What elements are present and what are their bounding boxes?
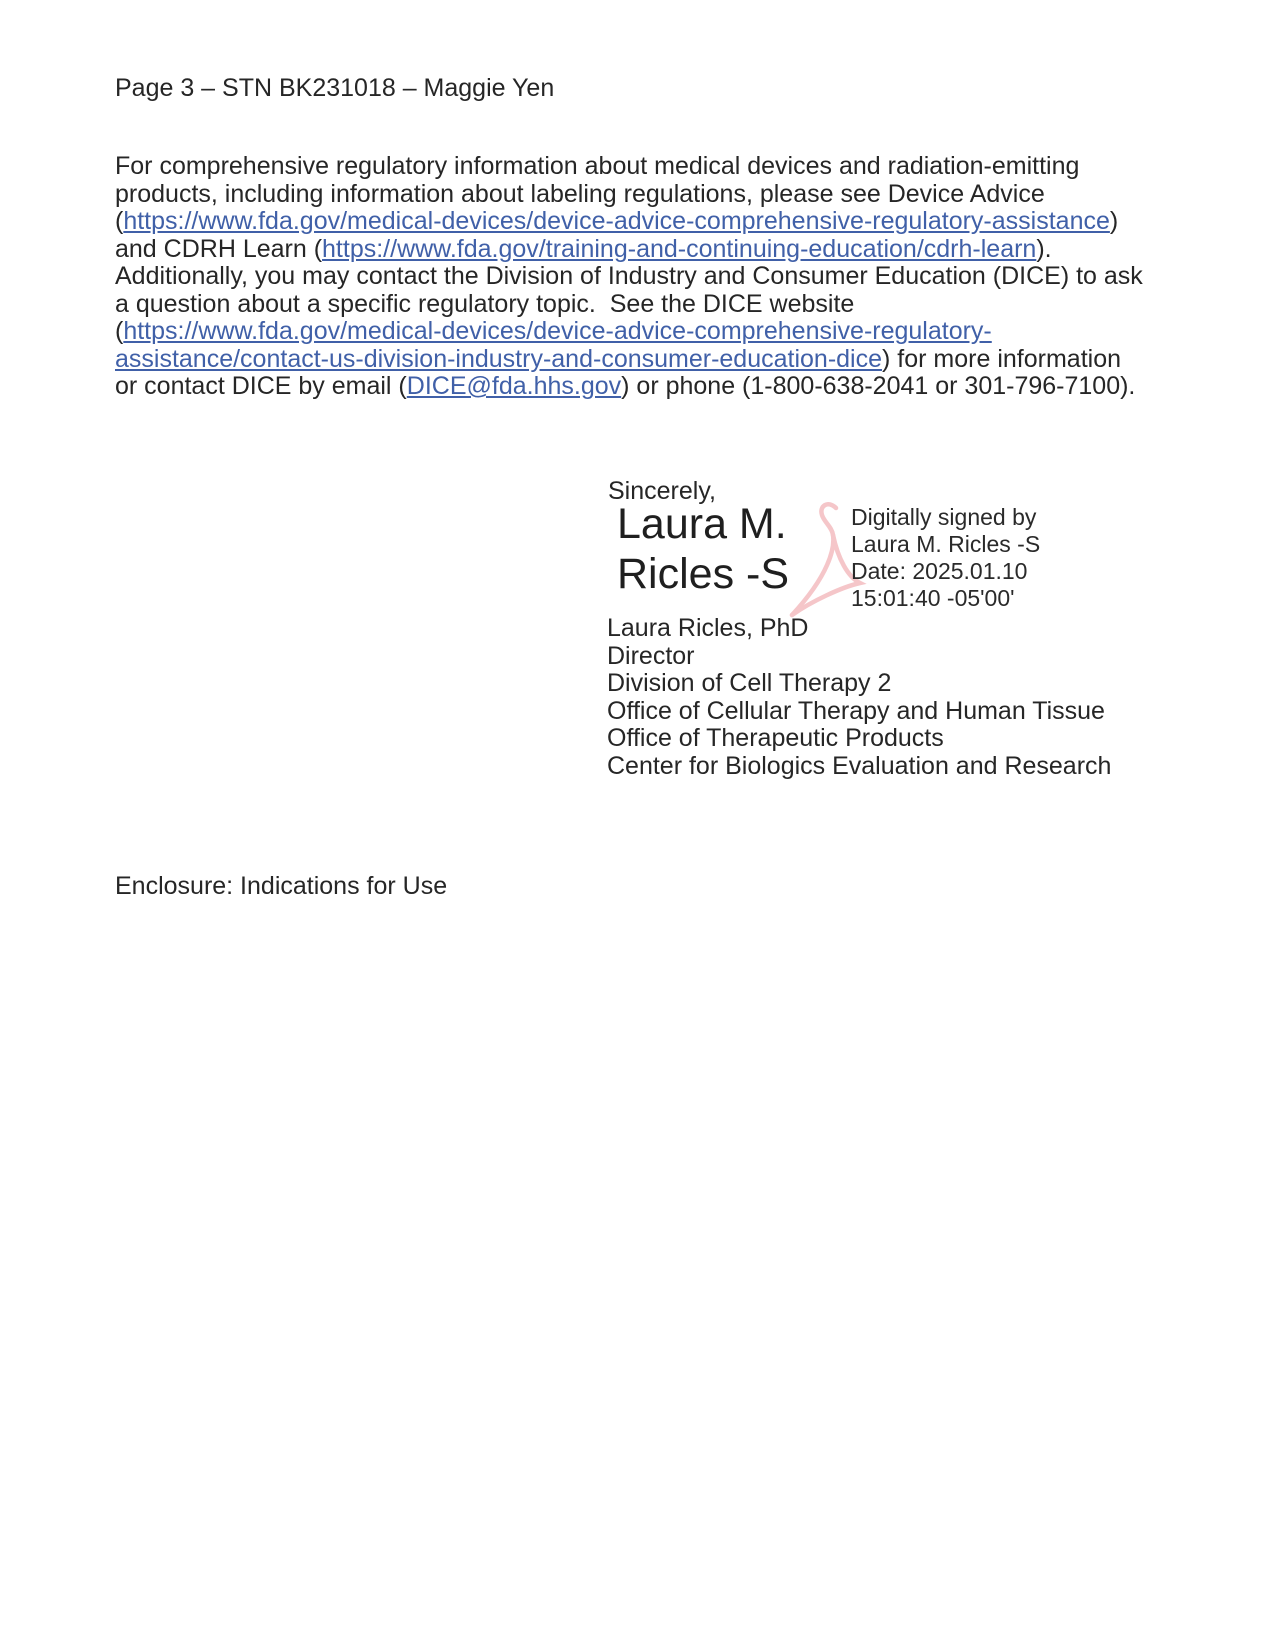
digital-signature-details[interactable] bbox=[851, 504, 1040, 612]
text-segment: ) or phone (1-800-638-2041 or 301-796-7100). bbox=[621, 372, 1136, 400]
salutation: Sincerely, bbox=[608, 477, 716, 505]
text-segment: products, including information about labeling regulations, please see Device Advice bbox=[115, 179, 1045, 208]
page-header: Page 3 – STN BK231018 – Maggie Yen bbox=[115, 74, 555, 102]
signer-info-block bbox=[607, 615, 1111, 780]
text-segment: a question about a specific regulatory topic. See the DICE website bbox=[115, 289, 855, 318]
paragraph-line bbox=[115, 373, 1143, 401]
digital-signature-name-line: Laura M. bbox=[617, 500, 787, 548]
signature-detail-line: Digitally signed by bbox=[851, 504, 1037, 530]
signature-detail-line: Date: 2025.01.10 bbox=[851, 558, 1028, 584]
body-paragraph bbox=[115, 153, 1143, 401]
signer-info-line: Director bbox=[607, 641, 695, 670]
text-segment: Additionally, you may contact the Division of Industry and Consumer Education (DICE) to ask bbox=[115, 262, 1143, 290]
text-segment: ). bbox=[1036, 234, 1052, 263]
paragraph-line bbox=[115, 153, 1143, 181]
enclosure-note: Enclosure: Indications for Use bbox=[115, 872, 448, 900]
text-segment: ( bbox=[115, 207, 124, 235]
signature-detail-line: Laura M. Ricles -S bbox=[851, 531, 1041, 557]
text-segment: For comprehensive regulatory information about medical devices and radiation-emitting bbox=[115, 152, 1080, 180]
signer-info-line: Laura Ricles, PhD bbox=[607, 614, 809, 642]
signer-info-line: Division of Cell Therapy 2 bbox=[607, 669, 892, 697]
signer-info-line: Center for Biologics Evaluation and Research bbox=[607, 751, 1112, 780]
text-segment: or contact DICE by email ( bbox=[115, 372, 407, 400]
paragraph-line bbox=[115, 318, 1143, 346]
paragraph-line bbox=[115, 291, 1143, 319]
text-segment: ) for more information bbox=[882, 344, 1121, 373]
hyperlink[interactable]: https://www.fda.gov/training-and-continuing-education/cdrh-learn bbox=[322, 234, 1037, 263]
digital-signature-name[interactable] bbox=[617, 499, 789, 599]
signer-info-line: Office of Therapeutic Products bbox=[607, 724, 944, 752]
hyperlink[interactable]: DICE@fda.hhs.gov bbox=[406, 372, 622, 400]
signature-detail-line: 15:01:40 -05'00' bbox=[851, 585, 1015, 611]
signer-info-line: Office of Cellular Therapy and Human Tissue bbox=[607, 696, 1105, 725]
digital-signature-name-line: Ricles -S bbox=[617, 550, 790, 598]
paragraph-line bbox=[115, 181, 1143, 209]
paragraph-line bbox=[115, 346, 1143, 374]
paragraph-line bbox=[115, 236, 1143, 264]
hyperlink[interactable]: https://www.fda.gov/medical-devices/device-advice-comprehensive-regulatory-assistance bbox=[123, 207, 1110, 235]
hyperlink[interactable]: assistance/contact-us-division-industry-and-consumer-education-dice bbox=[115, 344, 883, 373]
text-segment: and CDRH Learn ( bbox=[115, 234, 323, 263]
paragraph-line bbox=[115, 263, 1143, 291]
paragraph-line bbox=[115, 208, 1143, 236]
hyperlink[interactable]: https://www.fda.gov/medical-devices/device-advice-comprehensive-regulatory- bbox=[123, 317, 992, 345]
text-segment: ( bbox=[115, 317, 124, 345]
text-segment: ) bbox=[1109, 207, 1119, 235]
